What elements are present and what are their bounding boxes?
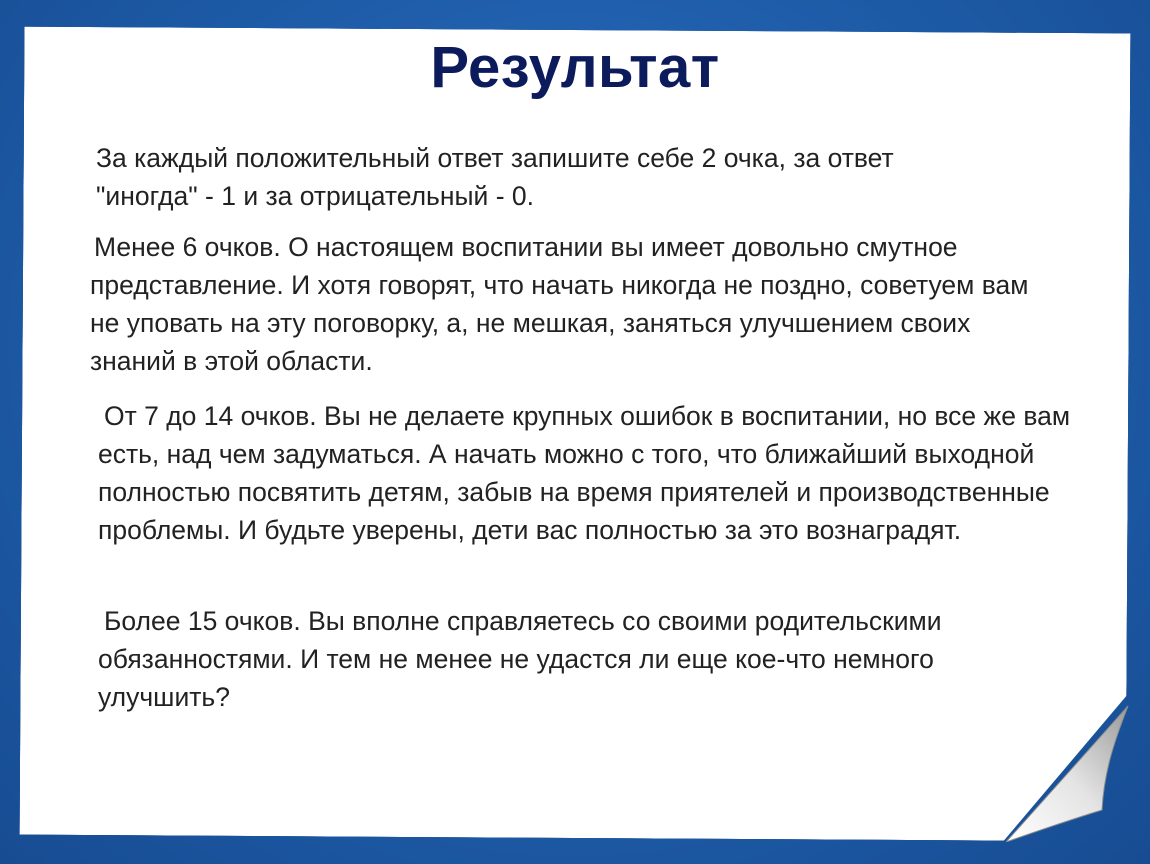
page-title: Результат bbox=[430, 35, 720, 100]
scoring-instructions: За каждый положительный ответ запишите себе 2 очка, за ответ "иногда" - 1 и за отрицательный - 0. bbox=[96, 143, 894, 211]
result-7-to-14: От 7 до 14 очков. Вы не делаете крупных ошибок в воспитании, но все же вам есть, над чем задуматься. А начать можно с того, что ближайший выходной полностью посвятить детям, забыв на время приятелей и производственные проблемы. И будьте уверены, дети вас полностью за это вознаградят. bbox=[98, 401, 1071, 545]
result-over-15: Более 15 очков. Вы вполне справляетесь со своими родительскими обязанностями. И тем не менее не удастся ли еще кое-что немного улучшить? bbox=[98, 606, 942, 712]
result-under-6: Менее 6 очков. О настоящем воспитании вы имеет довольно смутное представление. И хотя говорят, что начать никогда не поздно, советуем вам не уповать на эту поговорку, а, не мешкая, заняться улучшением своих знаний в этой области. bbox=[90, 232, 1029, 376]
